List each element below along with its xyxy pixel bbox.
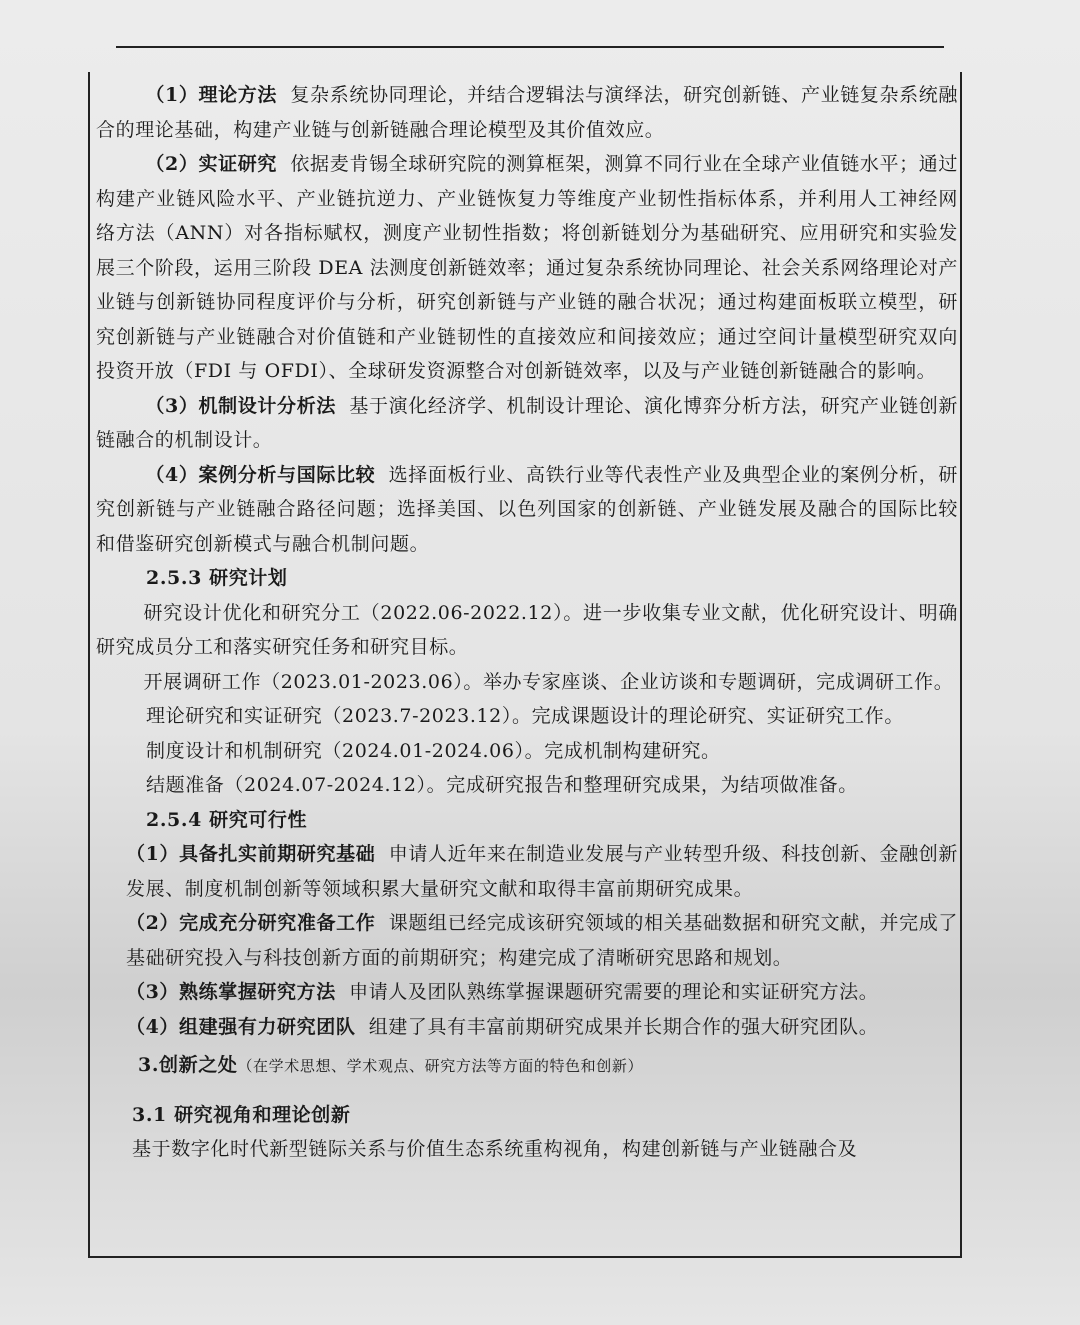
innovation-sub-heading: 3.1 研究视角和理论创新 bbox=[132, 1103, 351, 1126]
feasibility-1 bbox=[96, 837, 958, 906]
feasibility-3-label: （3）熟练掌握研究方法 bbox=[126, 981, 336, 1003]
method-3-label: （3）机制设计分析法 bbox=[145, 394, 336, 417]
method-3 bbox=[96, 389, 958, 458]
plan-item-2: 开展调研工作（2023.01-2023.06）。举办专家座谈、企业访谈和专题调研，完成调研工作。 bbox=[143, 670, 954, 693]
feasibility-4-label: （4）组建强有力研究团队 bbox=[126, 1015, 356, 1038]
innovation-text: 基于数字化时代新型链际关系与价值生态系统重构视角，构建创新链与产业链融合及 bbox=[132, 1138, 858, 1160]
method-1-label: （1）理论方法 bbox=[145, 84, 278, 106]
plan-item-5: 结题准备（2024.07-2024.12）。完成研究报告和整理研究成果，为结项做准备。 bbox=[146, 774, 858, 796]
innovation-heading: 3.创新之处 bbox=[138, 1054, 238, 1076]
plan-item-1: 研究设计优化和研究分工（2022.06-2022.12）。进一步收集专业文献，优化研究设计、明确研究成员分工和落实研究任务和研究目标。 bbox=[96, 601, 958, 658]
method-4 bbox=[96, 458, 958, 562]
feasibility-3-text: 申请人及团队熟练掌握课题研究需要的理论和实证研究方法。 bbox=[349, 981, 879, 1003]
feasibility-2 bbox=[96, 906, 958, 975]
feasibility-1-label: （1）具备扎实前期研究基础 bbox=[126, 843, 376, 865]
top-rule bbox=[116, 46, 944, 48]
feasibility-2-text: 课题组已经完成该研究领域的相关基础数据和研究文献，并完成了基础研究投入与科技创新方面的前期研究；构建完成了清晰研究思路和规划。 bbox=[126, 912, 959, 969]
feasibility-4 bbox=[96, 1010, 958, 1045]
method-3-text: 基于演化经济学、机制设计理论、演化博弈分析方法，研究产业链创新链融合的机制设计。 bbox=[96, 394, 958, 451]
method-4-text: 选择面板行业、高铁行业等代表性产业及典型企业的案例分析，研究创新链与产业链融合路径问题；选择美国、以色列国家的创新链、产业链发展及融合的国际比较和借鉴研究创新模式与融合机制问题。 bbox=[96, 463, 959, 555]
feasibility-heading: 2.5.4 研究可行性 bbox=[146, 808, 308, 831]
plan-item-4: 制度设计和机制研究（2024.01-2024.06）。完成机制构建研究。 bbox=[146, 739, 721, 762]
method-2-label: （2）实证研究 bbox=[145, 153, 278, 175]
plan-heading: 2.5.3 研究计划 bbox=[146, 567, 288, 589]
innovation-heading-line bbox=[96, 1048, 958, 1084]
method-2 bbox=[96, 147, 958, 389]
plan-item-3: 理论研究和实证研究（2023.7-2023.12）。完成课题设计的理论研究、实证研究工作。 bbox=[146, 705, 904, 727]
feasibility-1-text: 申请人近年来在制造业发展与产业转型升级、科技创新、金融创新发展、制度机制创新等领域积累大量研究文献和取得丰富前期研究成果。 bbox=[126, 843, 959, 900]
innovation-note: （在学术思想、学术观点、研究方法等方面的特色和创新） bbox=[237, 1057, 644, 1075]
document-body bbox=[96, 78, 958, 1167]
method-4-label: （4）案例分析与国际比较 bbox=[145, 463, 376, 486]
method-2-text: 依据麦肯锡全球研究院的测算框架，测算不同行业在全球产业值链水平；通过构建产业链风险水平、产业链抗逆力、产业链恢复力等维度产业韧性指标体系，并利用人工神经网络方法（ANN）对各指标赋权，测度产业韧性指数；将创新链划分为基础研究、应用研究和实验发展三个阶段，运用三阶段 DEA 法测度创新链效率；通过复杂系统协同理论、社会关系网络理论对产业链与创新链协同程度评价与分析，研究创新链与产业链的融合状况；通过构建面板联立模型，研究创新链与产业链融合对价值链和产业链韧性的直接效应和间接效应；通过空间计量模型研究双向投资开放（FDI 与 OFDI）、全球研发资源整合对创新链效率，以及与产业链创新链融合的影响。 bbox=[96, 153, 959, 382]
feasibility-4-text: 组建了具有丰富前期研究成果并长期合作的强大研究团队。 bbox=[368, 1015, 879, 1038]
method-1-text: 复杂系统协同理论，并结合逻辑法与演绎法，研究创新链、产业链复杂系统融合的理论基础，构建产业链与创新链融合理论模型及其价值效应。 bbox=[96, 84, 959, 141]
method-1 bbox=[96, 78, 958, 147]
feasibility-2-label: （2）完成充分研究准备工作 bbox=[126, 912, 376, 934]
feasibility-3 bbox=[96, 975, 958, 1010]
